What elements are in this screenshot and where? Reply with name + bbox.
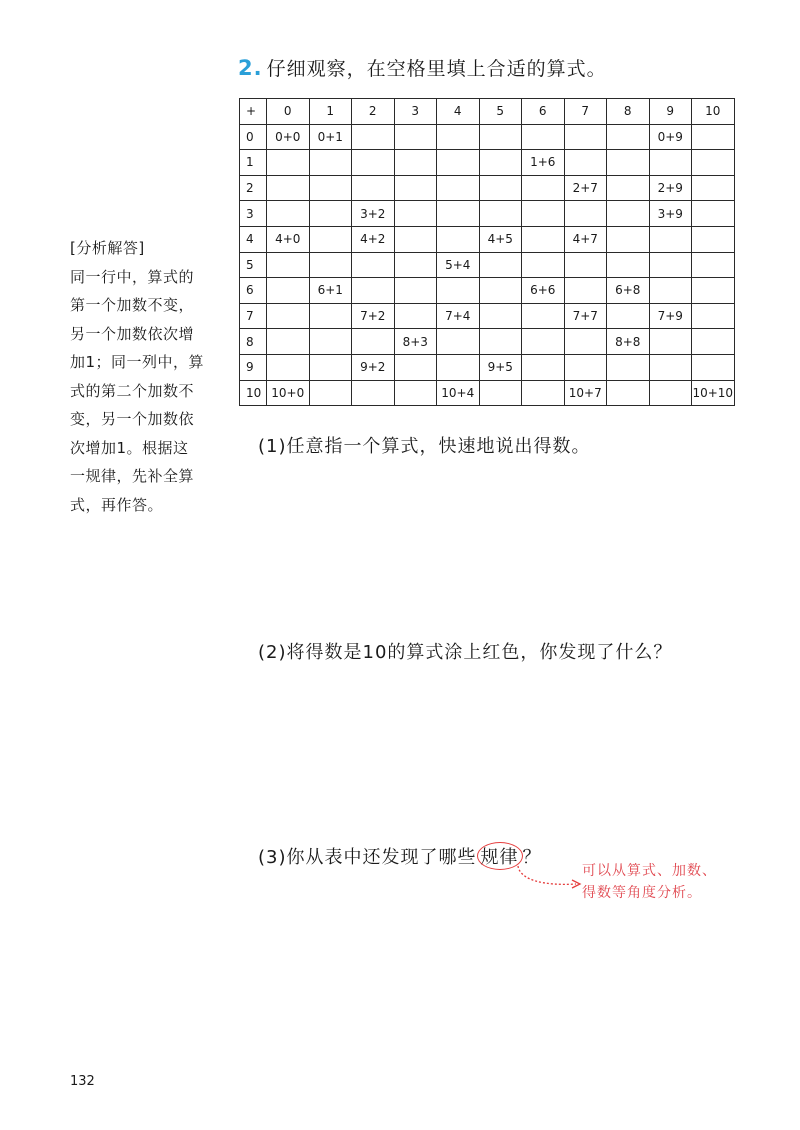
- hint-line: 可以从算式、加数、: [582, 863, 717, 879]
- column-header: 5: [479, 99, 522, 125]
- circled-keyword: 规律: [477, 842, 523, 870]
- table-cell: [607, 380, 650, 406]
- table-cell: [607, 354, 650, 380]
- row-header: 8: [240, 329, 267, 355]
- table-cell: [564, 150, 607, 176]
- table-cell: [267, 354, 310, 380]
- table-cell: [479, 175, 522, 201]
- table-cell: [607, 124, 650, 150]
- row-header: 9: [240, 354, 267, 380]
- table-cell: [479, 201, 522, 227]
- table-cell: [607, 303, 650, 329]
- column-header: 6: [522, 99, 565, 125]
- table-cell: 6+6: [522, 278, 565, 304]
- table-cell: [607, 226, 650, 252]
- row-header: 4: [240, 226, 267, 252]
- table-header-row: [240, 99, 735, 125]
- column-header: 10: [692, 99, 735, 125]
- table-row: [240, 175, 735, 201]
- table-cell: [692, 150, 735, 176]
- table-cell: [267, 252, 310, 278]
- table-cell: [649, 252, 692, 278]
- analysis-line: 第一个加数不变，: [70, 296, 195, 314]
- table-cell: 1+6: [522, 150, 565, 176]
- table-cell: [394, 175, 437, 201]
- table-cell: 0+9: [649, 124, 692, 150]
- table-row: [240, 354, 735, 380]
- table-cell: [309, 380, 352, 406]
- table-row: [240, 150, 735, 176]
- analysis-line: 变，另一个加数依: [70, 410, 195, 428]
- table-cell: 7+7: [564, 303, 607, 329]
- table-cell: 10+4: [437, 380, 480, 406]
- table-cell: [522, 354, 565, 380]
- table-cell: [267, 201, 310, 227]
- sub-question-3-mark: ？: [522, 847, 542, 868]
- table-cell: [479, 252, 522, 278]
- table-cell: [309, 150, 352, 176]
- column-header: 8: [607, 99, 650, 125]
- table-cell: 0+0: [267, 124, 310, 150]
- column-header: 4: [437, 99, 480, 125]
- table-cell: [607, 252, 650, 278]
- table-cell: [394, 124, 437, 150]
- row-header: 1: [240, 150, 267, 176]
- table-cell: 8+8: [607, 329, 650, 355]
- table-cell: [437, 201, 480, 227]
- table-cell: [352, 278, 395, 304]
- table-cell: [352, 329, 395, 355]
- table-cell: 2+9: [649, 175, 692, 201]
- table-cell: [309, 354, 352, 380]
- table-cell: 4+2: [352, 226, 395, 252]
- table-cell: [522, 124, 565, 150]
- table-cell: [394, 150, 437, 176]
- analysis-line: 一规律，先补全算: [70, 467, 195, 485]
- table-cell: 8+3: [394, 329, 437, 355]
- table-cell: [522, 226, 565, 252]
- table-cell: [692, 252, 735, 278]
- table-cell: [692, 175, 735, 201]
- table-cell: [352, 380, 395, 406]
- table-cell: [692, 303, 735, 329]
- table-cell: [437, 226, 480, 252]
- table-cell: 7+2: [352, 303, 395, 329]
- analysis-heading: [分析解答]: [70, 239, 145, 257]
- table-cell: [692, 201, 735, 227]
- table-cell: [649, 329, 692, 355]
- table-cell: 9+5: [479, 354, 522, 380]
- table-cell: 4+7: [564, 226, 607, 252]
- table-cell: [352, 124, 395, 150]
- table-cell: [437, 150, 480, 176]
- table-cell: [394, 354, 437, 380]
- addition-table: [239, 98, 735, 406]
- table-cell: [649, 226, 692, 252]
- table-cell: [564, 201, 607, 227]
- table-cell: 4+5: [479, 226, 522, 252]
- table-cell: 4+0: [267, 226, 310, 252]
- table-cell: [479, 278, 522, 304]
- table-cell: 0+1: [309, 124, 352, 150]
- table-cell: 6+8: [607, 278, 650, 304]
- table-cell: [437, 175, 480, 201]
- table-cell: [352, 175, 395, 201]
- analysis-line: 次增加1。根据这: [70, 438, 189, 457]
- table-cell: [479, 329, 522, 355]
- table-cell: [309, 226, 352, 252]
- table-cell: [479, 380, 522, 406]
- table-cell: [437, 329, 480, 355]
- table-cell: [692, 124, 735, 150]
- analysis-line: 同一行中，算式的: [70, 267, 195, 286]
- table-cell: 7+4: [437, 303, 480, 329]
- table-cell: 9+2: [352, 354, 395, 380]
- table-cell: 10+0: [267, 380, 310, 406]
- table-cell: [309, 175, 352, 201]
- row-header: 2: [240, 175, 267, 201]
- table-cell: [479, 303, 522, 329]
- table-cell: [394, 201, 437, 227]
- column-header: 9: [649, 99, 692, 125]
- table-row: [240, 124, 735, 150]
- table-cell: [267, 303, 310, 329]
- hint-line: 得数等角度分析。: [582, 885, 702, 901]
- table-cell: [352, 252, 395, 278]
- row-header: 10: [240, 380, 267, 406]
- table-cell: [479, 124, 522, 150]
- table-cell: [267, 329, 310, 355]
- table-cell: [522, 303, 565, 329]
- table-cell: [309, 252, 352, 278]
- table-cell: [522, 252, 565, 278]
- table-cell: [564, 124, 607, 150]
- table-cell: 3+9: [649, 201, 692, 227]
- table-row: [240, 201, 735, 227]
- question-text: 仔细观察，在空格里填上合适的算式。: [266, 58, 607, 80]
- table-cell: [437, 124, 480, 150]
- table-cell: [692, 226, 735, 252]
- sub-question-2: (2)将得数是10的算式涂上红色，你发现了什么？: [258, 642, 673, 663]
- table-cell: [267, 150, 310, 176]
- table-cell: [522, 380, 565, 406]
- table-cell: [564, 354, 607, 380]
- table-cell: [394, 278, 437, 304]
- table-cell: [394, 303, 437, 329]
- analysis-line: 加1；同一列中，算: [70, 353, 205, 371]
- table-row: [240, 278, 735, 304]
- column-header: 1: [309, 99, 352, 125]
- table-cell: [607, 201, 650, 227]
- table-cell: [309, 329, 352, 355]
- table-cell: [607, 175, 650, 201]
- row-header: 5: [240, 252, 267, 278]
- table-cell: 10+7: [564, 380, 607, 406]
- table-row: [240, 226, 735, 252]
- table-cell: [692, 354, 735, 380]
- analysis-line: 式的第二个加数不: [70, 381, 195, 400]
- table-row: [240, 329, 735, 355]
- table-cell: [649, 278, 692, 304]
- table-row: [240, 303, 735, 329]
- hint-note: [582, 860, 717, 904]
- question-number: 2.: [238, 56, 263, 80]
- table-cell: [564, 278, 607, 304]
- table-row: [240, 252, 735, 278]
- table-cell: [522, 201, 565, 227]
- analysis-line: 另一个加数依次增: [70, 324, 195, 343]
- table-corner-cell: +: [240, 99, 267, 125]
- table-cell: [394, 252, 437, 278]
- table-cell: 7+9: [649, 303, 692, 329]
- column-header: 2: [352, 99, 395, 125]
- table-cell: [692, 278, 735, 304]
- table-cell: [649, 354, 692, 380]
- analysis-box: [70, 234, 210, 519]
- table-cell: [522, 329, 565, 355]
- table-cell: [649, 150, 692, 176]
- table-cell: 10+10: [692, 380, 735, 406]
- table-cell: [437, 354, 480, 380]
- table-cell: [352, 150, 395, 176]
- table-cell: 6+1: [309, 278, 352, 304]
- analysis-line: 式，再作答。: [70, 495, 164, 514]
- row-header: 0: [240, 124, 267, 150]
- column-header: 0: [267, 99, 310, 125]
- row-header: 3: [240, 201, 267, 227]
- table-cell: [564, 252, 607, 278]
- table-cell: [649, 380, 692, 406]
- page-number: 132: [70, 1074, 95, 1089]
- table-cell: [394, 380, 437, 406]
- table-cell: [309, 303, 352, 329]
- table-cell: [479, 150, 522, 176]
- table-cell: [394, 226, 437, 252]
- table-cell: [692, 329, 735, 355]
- table-cell: 2+7: [564, 175, 607, 201]
- row-header: 7: [240, 303, 267, 329]
- column-header: 7: [564, 99, 607, 125]
- table-cell: 3+2: [352, 201, 395, 227]
- table-cell: 5+4: [437, 252, 480, 278]
- question-title: [238, 54, 607, 81]
- sub-question-3: [258, 842, 542, 870]
- table-cell: [437, 278, 480, 304]
- sub-question-3-text: (3)你从表中还发现了哪些: [258, 847, 477, 868]
- table-cell: [564, 329, 607, 355]
- table-row: [240, 380, 735, 406]
- table-cell: [607, 150, 650, 176]
- sub-question-1: (1)任意指一个算式，快速地说出得数。: [258, 436, 591, 457]
- column-header: 3: [394, 99, 437, 125]
- row-header: 6: [240, 278, 267, 304]
- hint-arrow-icon: [514, 864, 586, 892]
- table-cell: [267, 175, 310, 201]
- table-cell: [267, 278, 310, 304]
- table-cell: [309, 201, 352, 227]
- table-cell: [522, 175, 565, 201]
